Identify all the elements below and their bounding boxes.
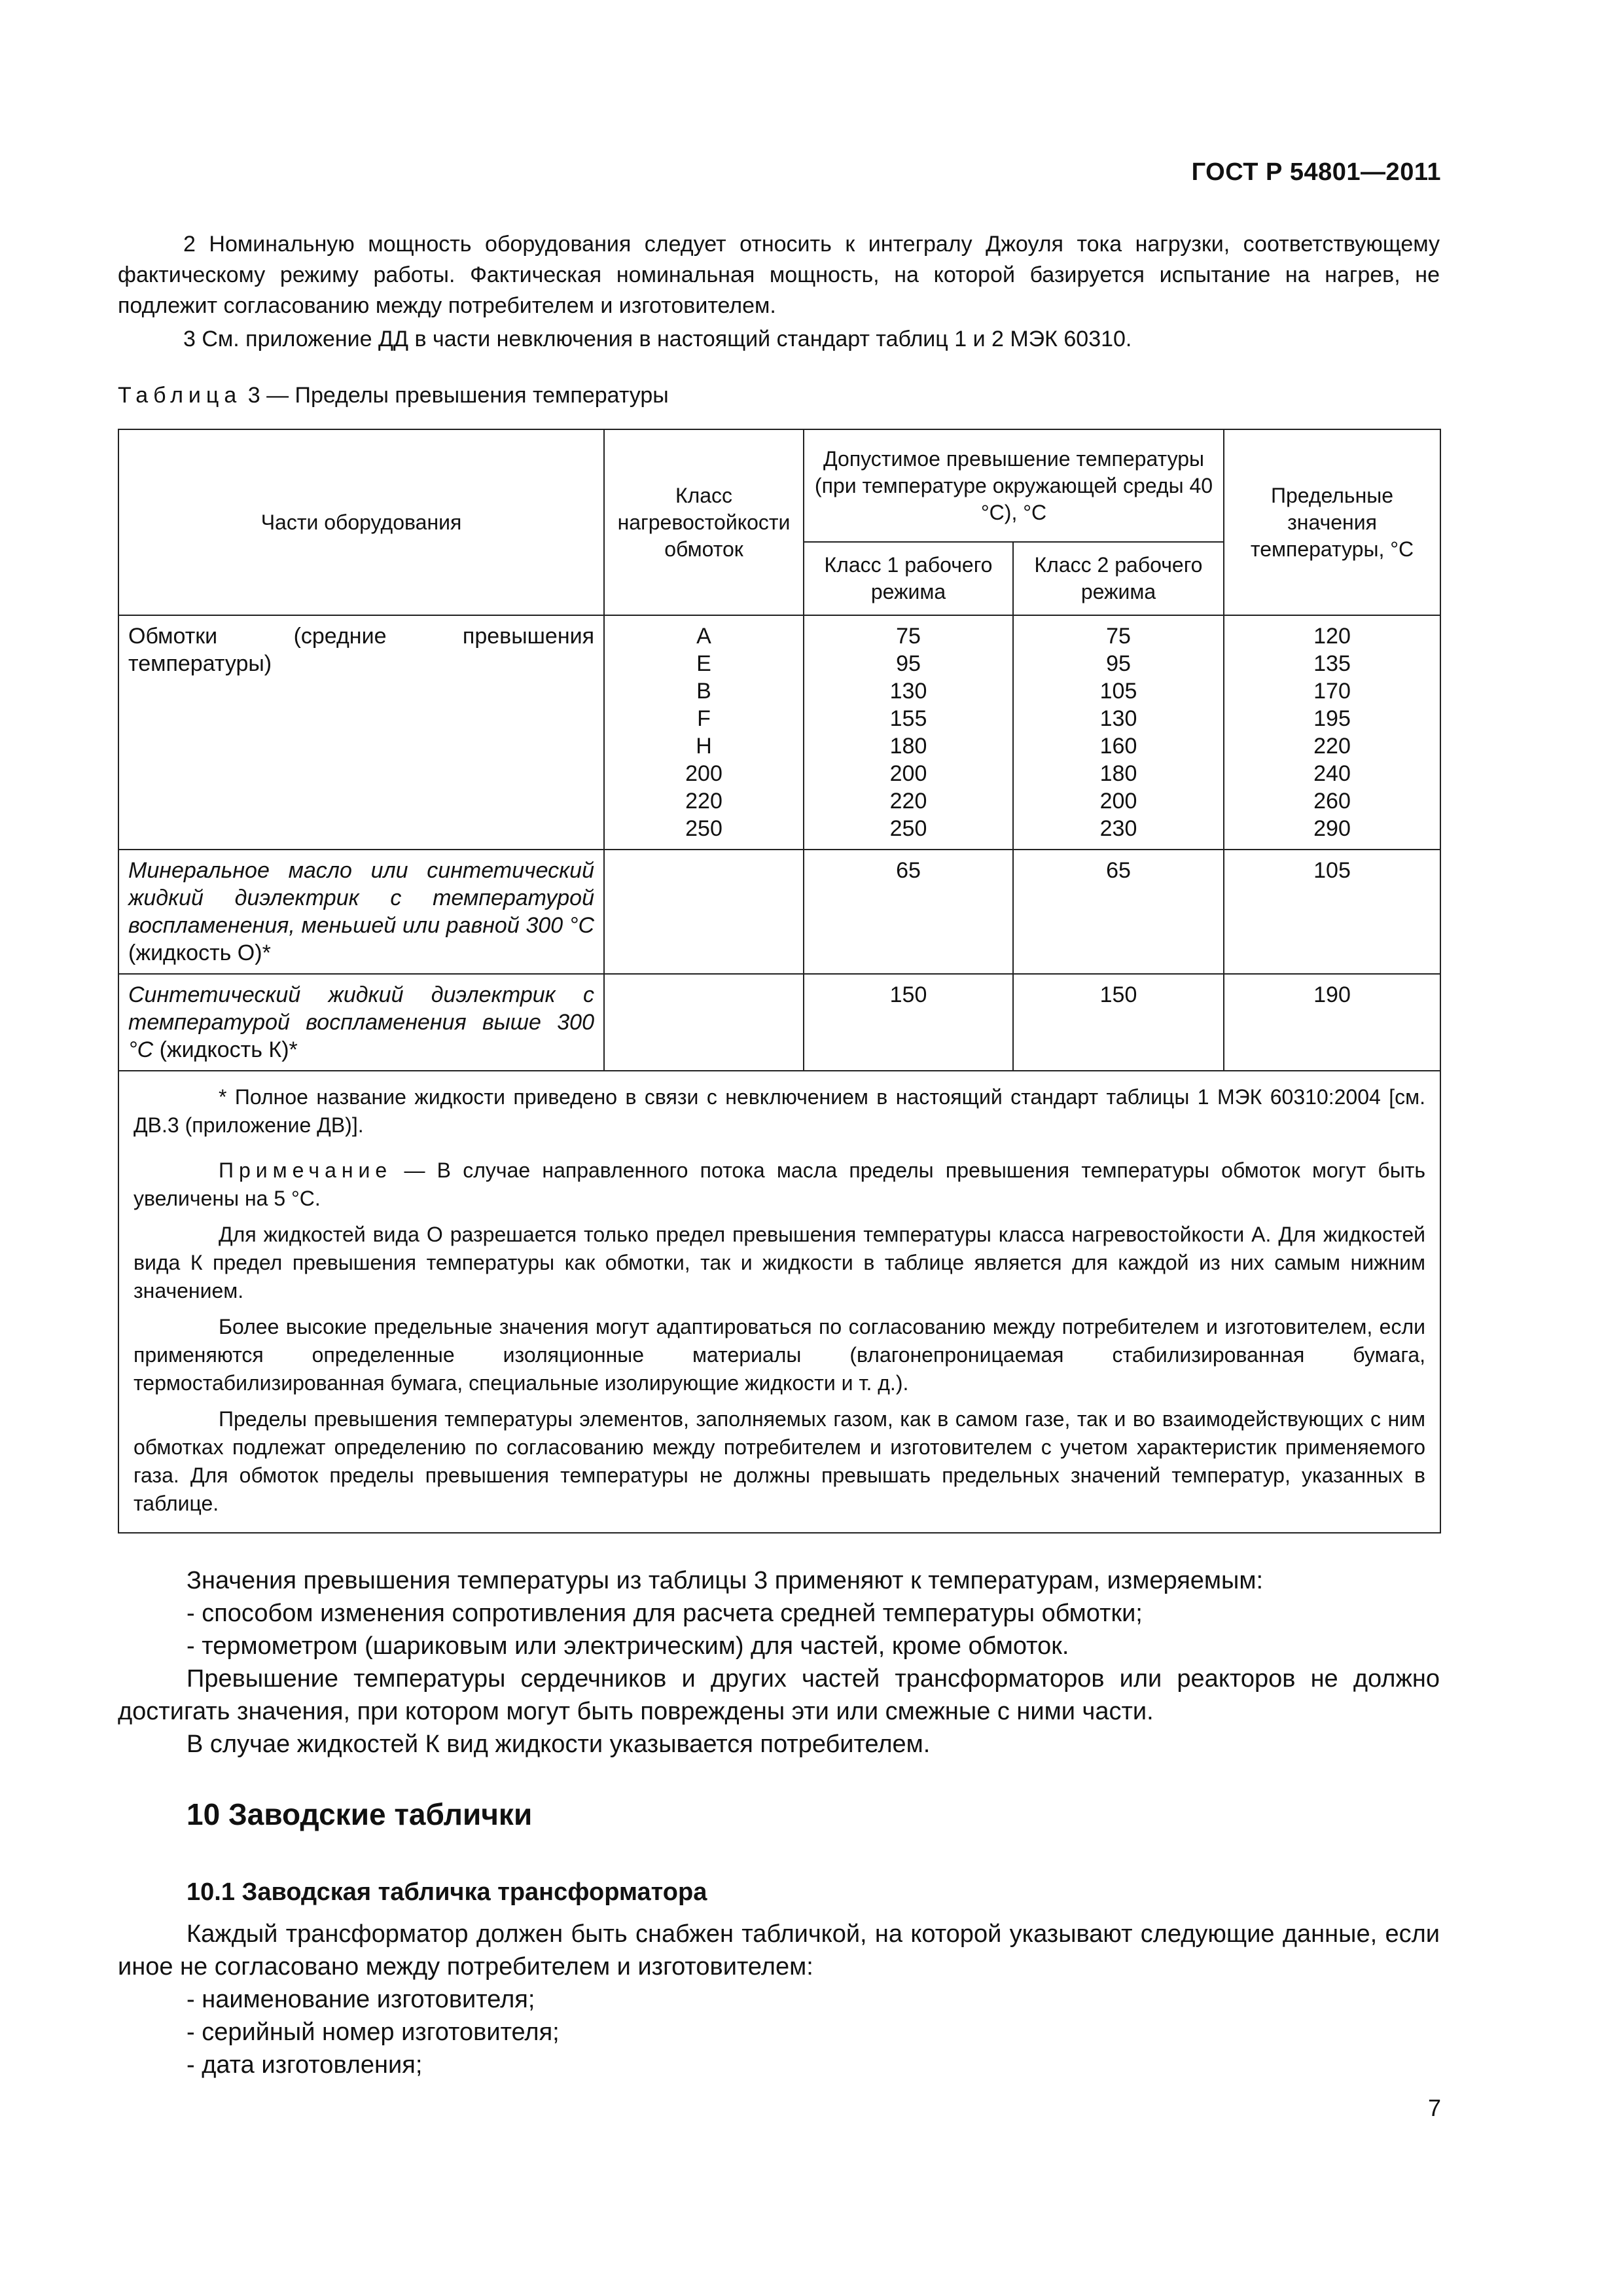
cell-value: 170 [1313,679,1351,704]
part-plain-text: (жидкость О)* [128,941,271,965]
cell-value: 250 [889,816,927,841]
footnote-note [134,1157,1425,1213]
row-oil-mode1: 65 [804,850,1013,974]
notes-top [118,229,1440,355]
cell-value: 95 [896,651,921,676]
table-caption [118,383,669,408]
table-footnotes [118,1071,1440,1533]
table-row [118,850,1440,974]
temperature-limits-table [118,429,1441,1534]
note-text: — В случае направленного потока масла пределы превышения температуры обмоток могут быть увеличены на 5 °С. [134,1158,1426,1210]
cell-value: H [696,734,712,759]
header-limits: Предельные значения температуры, °С [1224,429,1440,615]
cell-value: 95 [1106,651,1131,676]
cell-value: 220 [1313,734,1351,759]
cell-value: 260 [1313,789,1351,814]
row-synthetic-class [604,974,804,1071]
body-paragraph: Превышение температуры сердечников и других частей трансформаторов или реакторов не должно достигать значения, при котором могут быть повреждены эти или смежные с ними части. [118,1665,1440,1725]
row-synthetic-part [118,974,604,1071]
cell-value: 155 [889,706,927,731]
list-item: - дата изготовления; [187,2051,423,2079]
cell-value: 75 [896,624,921,649]
row-synthetic-mode2: 150 [1013,974,1224,1071]
cell-value: 160 [1099,734,1137,759]
header-parts: Части оборудования [118,429,604,615]
cell-value: 230 [1099,816,1137,841]
cell-value: A [696,624,711,649]
cell-value: B [696,679,711,704]
note-2: 2 Номинальную мощность оборудования следует относить к интегралу Джоуля тока нагрузки, соответствующему фактическому режиму работы. Фактическая номинальная мощность, на которой базируется испытание на нагрев, не подлежит согласованию между потребителем и изготовителем. [118,232,1440,318]
row-windings-part: Обмотки (средние превышения температуры) [118,615,604,850]
row-windings-classes [604,615,804,850]
footnote-p2: Более высокие предельные значения могут адаптироваться по согласованию между потребителем и изготовителем, если применяются определенные изоляционные материалы (влагонепроницаемая стабилизированная бумага, термостабилизированная бумага, специальные изолирующие жидкости и т. д.). [134,1315,1426,1395]
table-row [118,615,1440,850]
part-plain-text: (жидкость К)* [153,1037,298,1062]
row-windings-limits [1224,615,1440,850]
row-windings-mode1 [804,615,1013,850]
cell-value: 75 [1106,624,1131,649]
table-caption-label: Таблица [118,383,242,408]
part-italic-text: Синтетический жидкий диэлектрик с температурой воспламенения выше 300 °С [128,982,594,1062]
section-title: 10 Заводские таблички [187,1797,533,1831]
cell-value: E [696,651,711,676]
body-paragraph: В случае жидкостей К вид жидкости указывается потребителем. [187,1731,931,1758]
note-3: 3 См. приложение ДД в части невключения в настоящий стандарт таблиц 1 и 2 МЭК 60310. [183,327,1132,351]
body-paragraph: Каждый трансформатор должен быть снабжен табличкой, на которой указывают следующие данные, если иное не согласовано между потребителем и изготовителем: [118,1920,1440,1981]
cell-value: 220 [889,789,927,814]
list-item: - серийный номер изготовителя; [187,2018,560,2046]
cell-value: 180 [1099,761,1137,786]
footnote-star: * Полное название жидкости приведено в связи с невключением в настоящий стандарт таблицы 1 МЭК 60310:2004 [см. ДВ.3 (приложение ДВ)]. [134,1085,1426,1137]
table-row [118,974,1440,1071]
table-header-row [118,429,1440,542]
body-text [118,1564,1440,1761]
section-body [118,1918,1440,2081]
cell-value: 250 [685,816,722,841]
cell-value: 130 [889,679,927,704]
document-id: ГОСТ Р 54801—2011 [1191,158,1441,186]
page-number: 7 [1427,2094,1441,2121]
row-oil-class [604,850,804,974]
part-italic-text: Минеральное масло или синтетический жидкий диэлектрик с температурой воспламенения, меньшей или равной 300 °С [128,858,594,938]
row-oil-mode2: 65 [1013,850,1224,974]
cell-value: 135 [1313,651,1351,676]
cell-value: 105 [1099,679,1137,704]
row-oil-part [118,850,604,974]
cell-value: 120 [1313,624,1351,649]
footnote-p3: Пределы превышения температуры элементов, заполняемых газом, как в самом газе, так и во взаимодействующих с ним обмотках подлежат определению по согласованию между потребителем и изготовителем с учетом характеристик применяемого газа. Для обмоток пределы превышения температуры не должны превышать предельных значений температур, указанных в таблице. [134,1407,1426,1515]
cell-value: 220 [685,789,722,814]
row-windings-mode2 [1013,615,1224,850]
table-caption-text: 3 — Пределы превышения температуры [241,383,669,408]
cell-value: F [697,706,711,731]
header-class: Класс нагревостойкости обмоток [604,429,804,615]
header-mode2: Класс 2 рабочего режима [1013,542,1224,615]
row-synthetic-mode1: 150 [804,974,1013,1071]
row-oil-limits: 105 [1224,850,1440,974]
list-item: - термометром (шариковым или электрическим) для частей, кроме обмоток. [187,1632,1069,1660]
list-item: - способом изменения сопротивления для расчета средней температуры обмотки; [187,1600,1143,1627]
header-allowed: Допустимое превышение температуры (при температуре окружающей среды 40 °С), °С [804,429,1224,542]
header-mode1: Класс 1 рабочего режима [804,542,1013,615]
cell-value: 130 [1099,706,1137,731]
cell-value: 200 [685,761,722,786]
subsection-title: 10.1 Заводская табличка трансформатора [187,1878,707,1906]
cell-value: 290 [1313,816,1351,841]
table-footnote-row [118,1071,1440,1533]
body-paragraph: Значения превышения температуры из таблицы 3 применяют к температурам, измеряемым: [187,1567,1264,1594]
list-item: - наименование изготовителя; [187,1986,535,2013]
footnote-p1: Для жидкостей вида О разрешается только предел превышения температуры класса нагревостойкости А. Для жидкостей вида К предел превышения температуры как обмотки, так и жидкости в таблице является для каждой из них самым нижним значением. [134,1223,1426,1302]
cell-value: 200 [889,761,927,786]
cell-value: 240 [1313,761,1351,786]
cell-value: 200 [1099,789,1137,814]
row-synthetic-limits: 190 [1224,974,1440,1071]
cell-value: 195 [1313,706,1351,731]
cell-value: 180 [889,734,927,759]
note-label: Примечание [219,1158,393,1182]
